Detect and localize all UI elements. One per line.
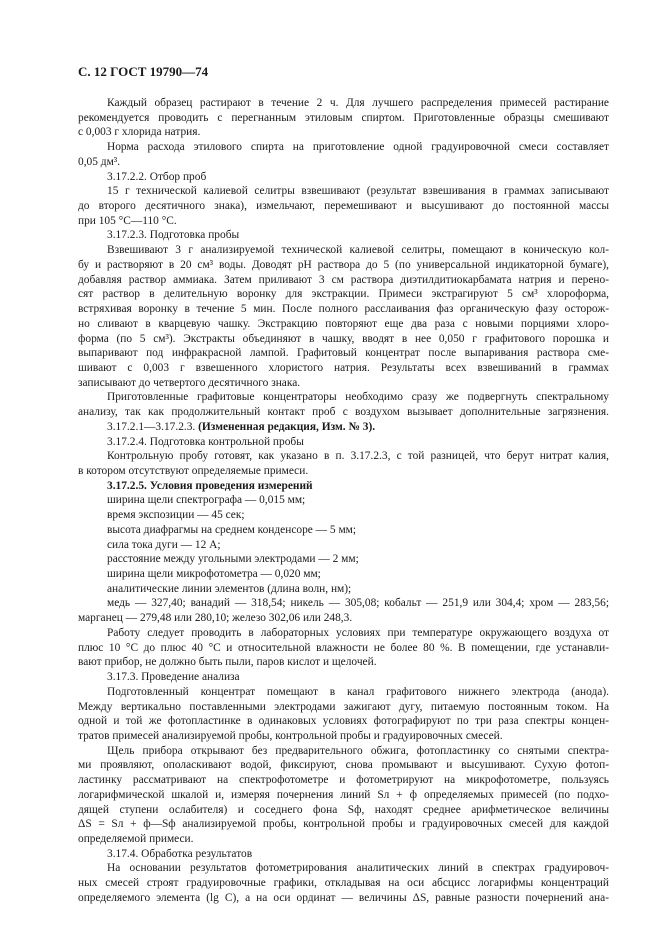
text-line [78,287,609,301]
text-line-content: ΔS = Sл + ф—Sф анализируемой пробы, контрольной пробы и градуировочных смесей для каждой [78,818,609,831]
text-line [107,493,609,507]
bold-text: (Измененная редакция, Изм. № 3). [198,420,376,433]
text-line-content: Контрольную пробу готовят, как указано в п. 3.17.2.3, с той разницей, что берут нитрат калия, [107,450,609,463]
text-line [107,552,609,566]
text-line-content: 3.17.2.3. Подготовка пробы [107,229,240,242]
text-line-content: медь — 327,40; ванадий — 318,54; никель — 305,08; кобальт — 251,9 или 304,4; хром — 283,56; [107,597,609,610]
text-line-content: высота диафрагмы на среднем конденсоре — 5 мм; [107,523,357,536]
text-line-content: аналитические линии элементов (длина волн, нм); [107,582,352,595]
text-line [107,449,609,463]
text-line-content: встряхивая воронку в течение 5 мин. После полного расслаивания фаз органическую фазу осторож- [78,303,609,316]
text-line-content: при 105 °С—110 °С. [78,214,177,227]
text-line [107,523,609,537]
text-line [78,464,609,478]
text-line [107,96,609,110]
text-line-content: 15 г технической калиевой селитры взвешивают (результат взвешивания в граммах записывают [107,185,609,198]
text-line-content: ширина щели спектрографа — 0,015 мм; [107,494,306,507]
text-line-content: бу и растворяют в 20 см³ воды. Доводят рН раствора до 5 (по универсальной индикаторной бумаге), [78,258,609,271]
text-line-content: но сливают в кварцевую чашку. Экстракцию повторяют еще два раза с новыми порциями хлоро- [78,317,609,330]
text-line [78,125,609,139]
text-line-content: тратов примесей анализируемой пробы, контрольной пробы и градуировочных смесей. [78,729,503,742]
text-line-content: дящей ступени ослабителя) и соседнего фона Sф, находят среднее арифметическое величины [78,803,609,816]
text-line [107,390,609,404]
text-line [78,111,609,125]
text-line-content: ных смесей строят градуировочные графики, откладывая на оси абсцисс логарифмы концентраций [78,877,609,890]
text-line [78,273,609,287]
text-line [107,170,609,184]
text-line [107,861,609,875]
text-line [78,758,609,772]
text-line-content: Щель прибора открывают без предварительного обжига, фотопластинку со снятыми спектра- [107,744,609,757]
text-line [107,847,609,861]
text-line-content: ластинку рассматривают на спектрофотометре и фотометрируют на микрофотометре, пользуясь [78,774,609,787]
bold-text: 3.17.2.5. Условия проведения измерений [107,479,313,492]
text-line-content: сила тока дуги — 12 А; [107,538,221,551]
text-line-content: На основании результатов фотометрирования аналитических линий в спектрах градуировоч- [107,862,609,875]
text-line [78,729,609,743]
text-line [107,596,609,610]
text-line [107,243,609,257]
text-line-content: Работу следует проводить в лабораторных условиях при температуре окружающего воздуха от [107,626,609,639]
text-line-content: сят раствор в делительную воронку для экстракции. Примеси экстрагируют 5 см³ хлороформа, [78,288,609,301]
text-line-content: марганец — 279,48 или 280,10; железо 302,06 или 248,3. [78,612,353,625]
text-line [107,508,609,522]
text-line-content: ми проявляют, ополаскивают водой, фиксируют, снова промывают и высушивают. Сухую фотоп- [78,759,609,772]
text-line-content: рекомендуется проводить с перегнанным этиловым спиртом. Приготовленные образцы смешивают [78,111,609,124]
text-line [78,891,609,905]
text-line-content: до второго десятичного знака), измельчают, перемешивают и высушивают до постоянной массы [78,200,609,213]
text-line-content: логарифмической шкалой и, измеряя почернения линий Sл + ф определяемых примесей (по подхо- [78,788,609,801]
text-line [78,832,609,846]
text-line [107,435,609,449]
text-line-content: ширина щели микрофотометра — 0,020 мм; [107,568,321,581]
text-line [107,479,609,493]
text-line [78,302,609,316]
text-line-content: вают прибор, не должно быть пыли, паров кислот и щелочей. [78,656,377,669]
text-line-content: с 0,003 г хлорида натрия. [78,126,201,139]
text-line [107,744,609,758]
text-line [107,140,609,154]
text-line-content: расстояние между угольными электродами — 2 мм; [107,553,359,566]
text-line [78,611,609,625]
text-line [78,361,609,375]
text-line-content: одной и той же фотопластинке в одинаковых условиях фотографируют по три раза спектры концен- [78,715,609,728]
text-line [78,817,609,831]
text-line [78,155,609,169]
text-line [78,876,609,890]
text-line-content: 3.17.3. Проведение анализа [107,671,240,684]
text-line-content: Между вертикально поставленными электродами зажигают дугу, питаемую постоянным током. На [78,700,609,713]
text-line [107,228,609,242]
text-line [78,773,609,787]
text-line [107,567,609,581]
text-line [78,655,609,669]
text-line [107,538,609,552]
text-line [78,700,609,714]
text-line [78,376,609,390]
text-line-content: Подготовленный концентрат помещают в канал графитового нижнего электрода (анода). [107,685,609,698]
text-line-content: записывают до четвертого десятичного знака. [78,376,301,389]
text-line-content: шивают с 0,003 г взвешенного хлористого натрия. Результаты всех взвешиваний в граммах [78,361,609,374]
text-line-content: анализу, так как продолжительный контакт проб с воздухом вызывает дополнительные загрязнения. [78,406,609,419]
text-line-content: выпаривают под инфракрасной лампой. Графитовый концентрат после выпаривания раствора сме- [78,347,609,360]
text-line [78,346,609,360]
text-line [78,405,609,419]
text-line-content: определяемого элемента (lg C), а на оси ординат — величины ΔS, равные разности почернений ана- [78,891,609,904]
text-line-content: Взвешивают 3 г анализируемой технической калиевой селитры, помещают в коническую кол- [107,244,609,257]
text-line-content: 3.17.2.1—3.17.2.3. [107,420,196,433]
text-line [78,788,609,802]
text-line [78,214,609,228]
text-line [78,641,609,655]
text-line [107,626,609,640]
text-line-content: в котором отсутствуют определяемые примеси. [78,465,309,477]
page-header: С. 12 ГОСТ 19790—74 [78,64,209,79]
text-line [78,258,609,272]
text-line-content: 0,05 дм³. [78,155,121,168]
text-line-content: 3.17.2.4. Подготовка контрольной пробы [107,435,304,448]
text-line [78,317,609,331]
text-line [107,670,609,684]
text-line [78,803,609,817]
text-line-content: 3.17.2.2. Отбор проб [107,170,207,183]
text-line-content: Норма расхода этилового спирта на приготовление одной градуировочной смеси составляет [107,141,609,154]
text-line [78,199,609,213]
text-line-content: время экспозиции — 45 сек; [107,509,245,522]
text-line [107,685,609,699]
text-line-content: определяемой примеси. [78,833,194,845]
text-line-content: плюс 10 °С до плюс 40 °С и относительной влажности не более 80 %. В помещении, где устанавли- [78,641,609,654]
text-line-content: форма (по 5 см³). Экстракты объединяют в чашку, вводят в нее 0,050 г графитового порошка и [78,332,609,345]
text-line [78,332,609,346]
text-line [107,184,609,198]
text-line [107,420,609,434]
text-line [78,714,609,728]
text-line-content: Каждый образец растирают в течение 2 ч. Для лучшего распределения примесей растирание [107,97,609,109]
text-line-content: Приготовленные графитовые концентраторы необходимо сразу же подвергнуть спектральному [107,391,609,404]
text-line-content: 3.17.4. Обработка результатов [107,847,253,860]
text-line [107,582,609,596]
text-line-content: добавляя раствор аммиака. Затем приливают 3 см раствора диэтилдитиокарбамата натрия и перено- [78,273,609,286]
